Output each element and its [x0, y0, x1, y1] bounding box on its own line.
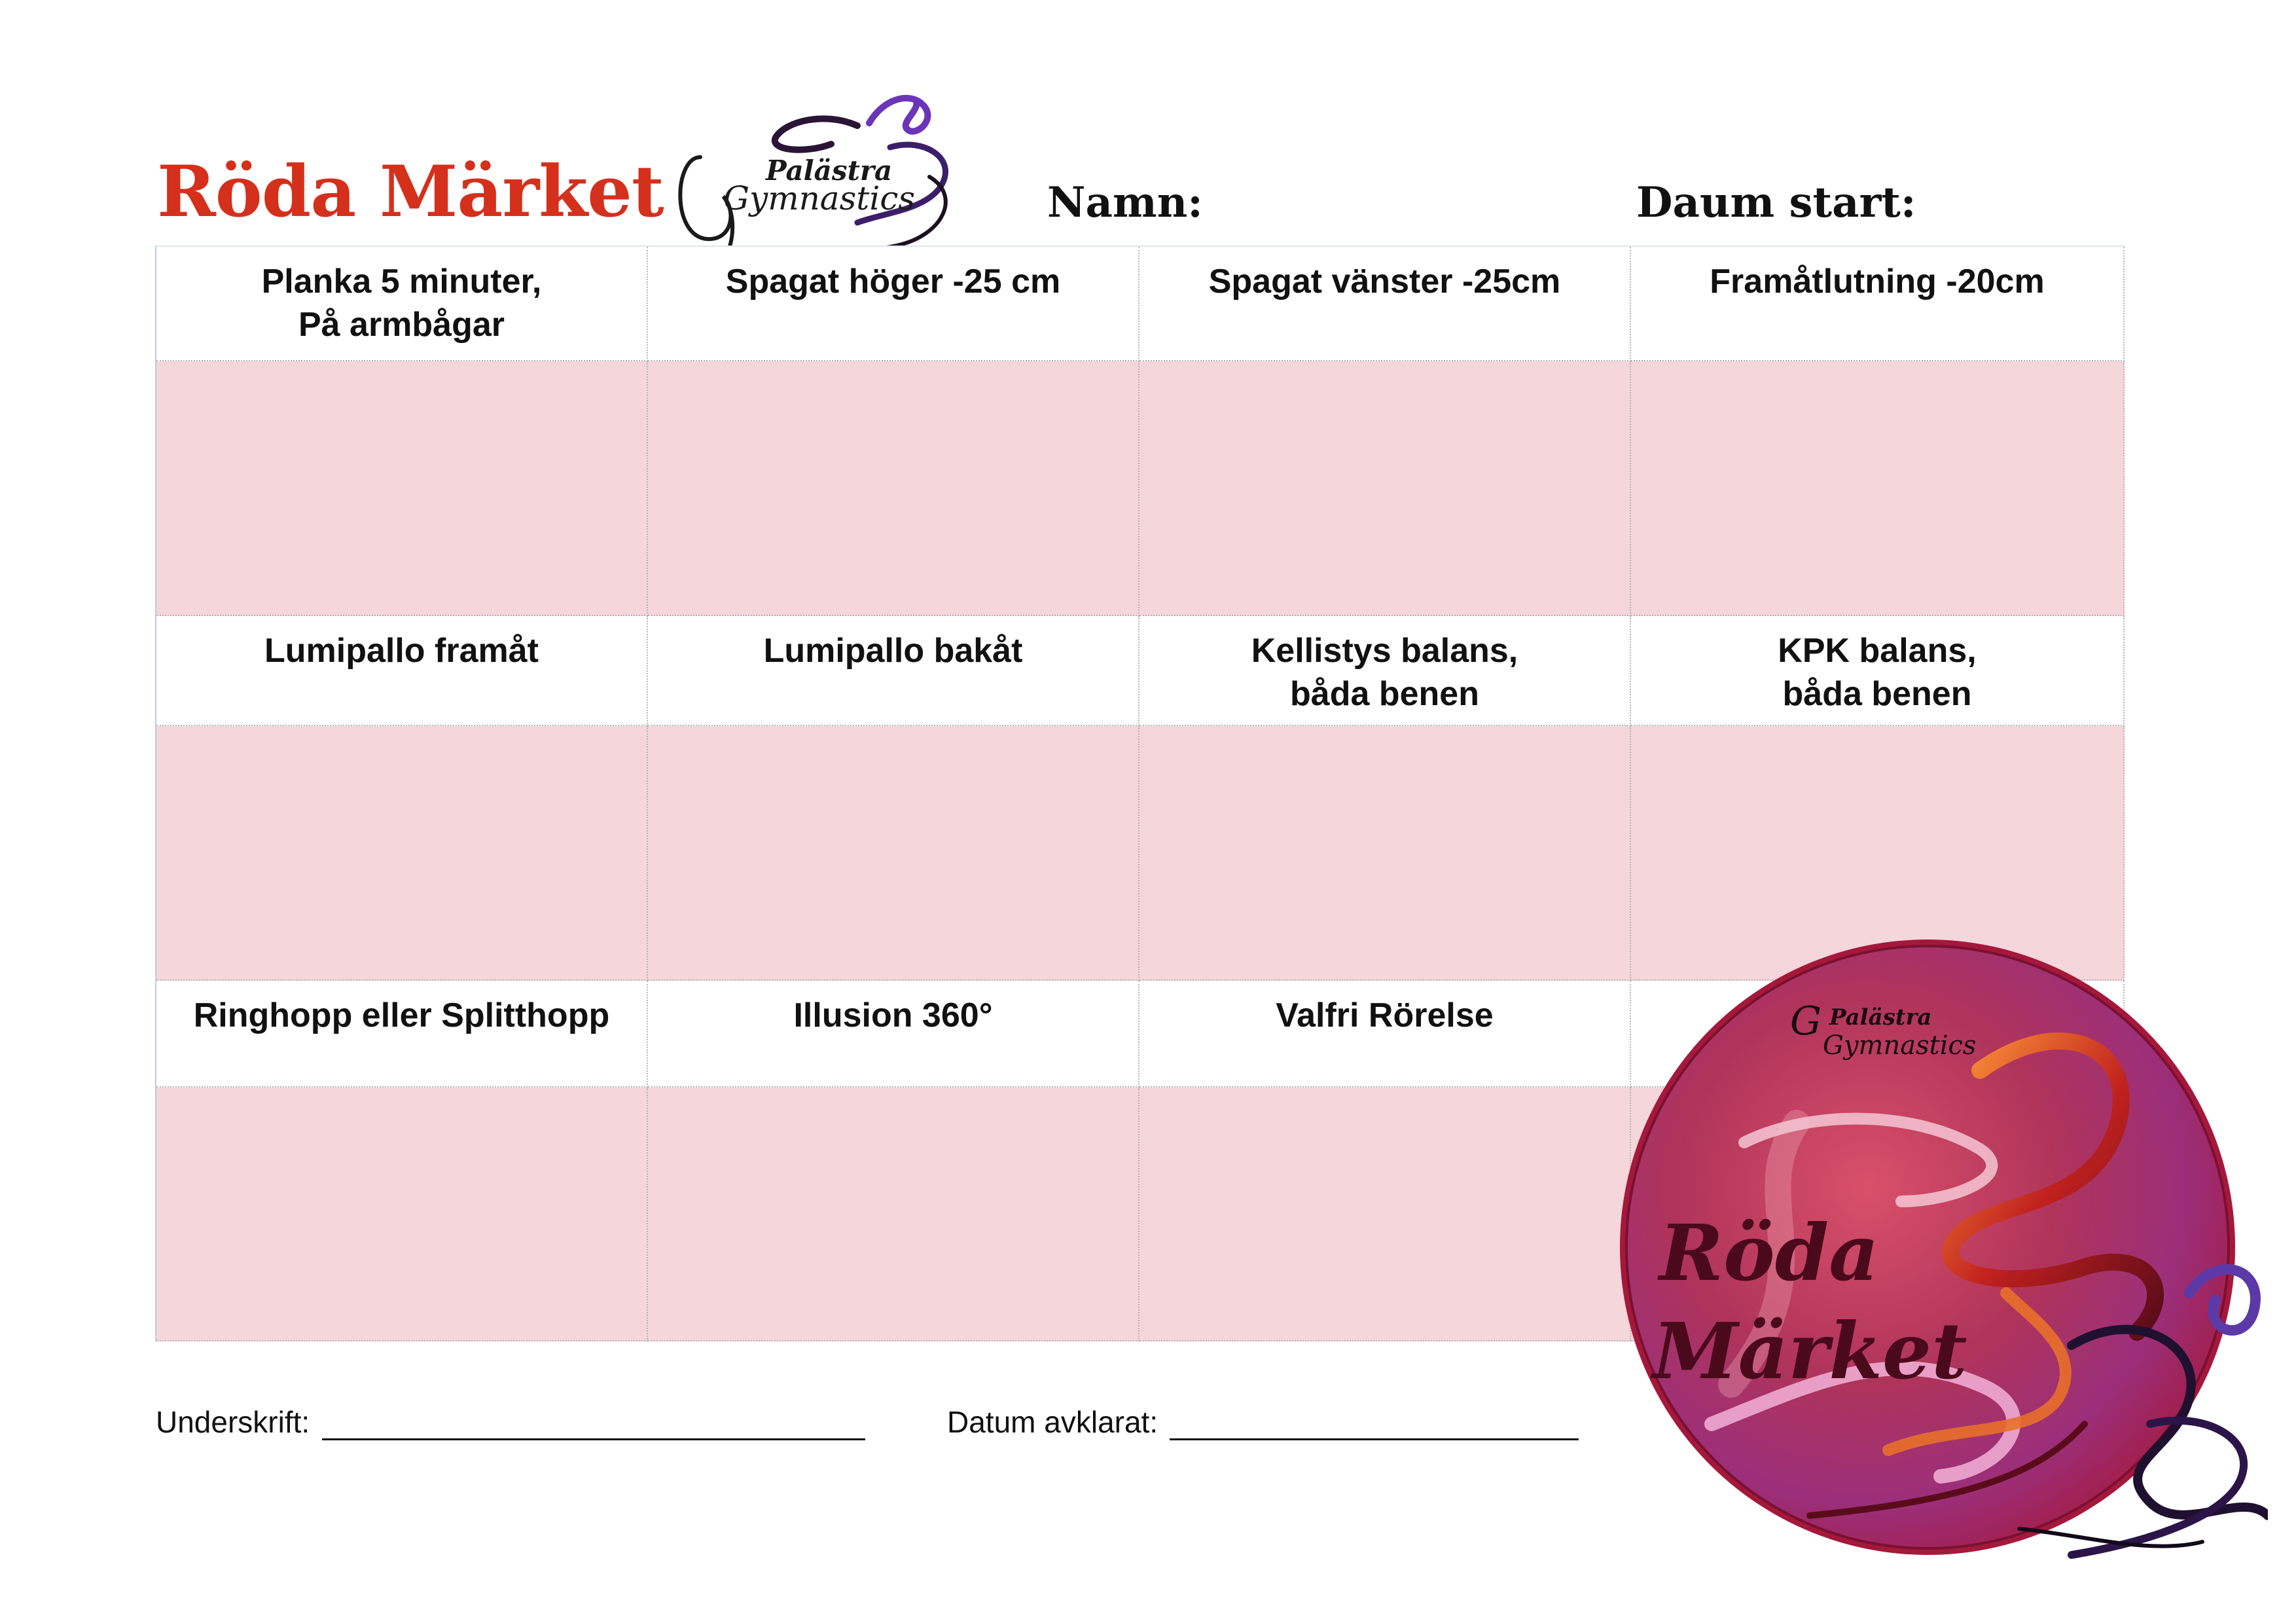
exercise-label-cell: Kellistys balans, båda benen: [1139, 616, 1631, 726]
palastra-gymnastics-logo: [661, 85, 969, 268]
signoff-cell[interactable]: [1631, 361, 2125, 616]
signoff-cell[interactable]: [648, 726, 1139, 981]
svg-text:Märket: Märket: [1653, 1305, 1967, 1396]
signoff-cell[interactable]: [1139, 361, 1631, 616]
page-title: Röda Märket: [157, 151, 664, 233]
signoff-cell[interactable]: [1139, 726, 1631, 981]
signoff-cell[interactable]: [648, 361, 1139, 616]
exercise-label-cell: Lumipallo framåt: [156, 616, 648, 726]
svg-text:G: G: [1790, 998, 1821, 1044]
signature-line[interactable]: [322, 1438, 865, 1440]
date-done-line[interactable]: [1170, 1438, 1579, 1440]
svg-text:Gymnastics: Gymnastics: [1823, 1030, 1977, 1061]
svg-text:Palästra: Palästra: [766, 155, 893, 187]
svg-text:Palästra: Palästra: [1829, 1004, 1932, 1030]
exercise-label-cell: Illusion 360°: [648, 981, 1139, 1087]
signoff-cell[interactable]: [156, 726, 648, 981]
signature-label: Underskrift:: [156, 1405, 310, 1439]
exercise-label-cell: Framåtlutning -20cm: [1631, 247, 2125, 361]
start-date-label: Daum start:: [1636, 178, 1916, 227]
signoff-cell[interactable]: [156, 361, 648, 616]
signoff-cell[interactable]: [156, 1087, 648, 1341]
signoff-cell[interactable]: [648, 1087, 1139, 1341]
exercise-label-cell: Ringhopp eller Splitthopp: [156, 981, 648, 1087]
svg-text:Röda: Röda: [1659, 1207, 1879, 1298]
date-done-label: Datum avklarat:: [947, 1405, 1158, 1439]
name-label: Namn:: [1047, 178, 1203, 227]
svg-text:Gymnastics: Gymnastics: [723, 179, 916, 217]
signoff-cell[interactable]: [1139, 1087, 1631, 1341]
roda-market-badge: [1613, 926, 2268, 1581]
exercise-label-cell: Valfri Rörelse: [1139, 981, 1631, 1087]
exercise-label-cell: KPK balans, båda benen: [1631, 616, 2125, 726]
exercise-label-cell: Planka 5 minuter, På armbågar: [156, 247, 648, 361]
exercise-label-cell: Spagat vänster -25cm: [1139, 247, 1631, 361]
exercise-label-cell: Lumipallo bakåt: [648, 616, 1139, 726]
exercise-label-cell: Spagat höger -25 cm: [648, 247, 1139, 361]
